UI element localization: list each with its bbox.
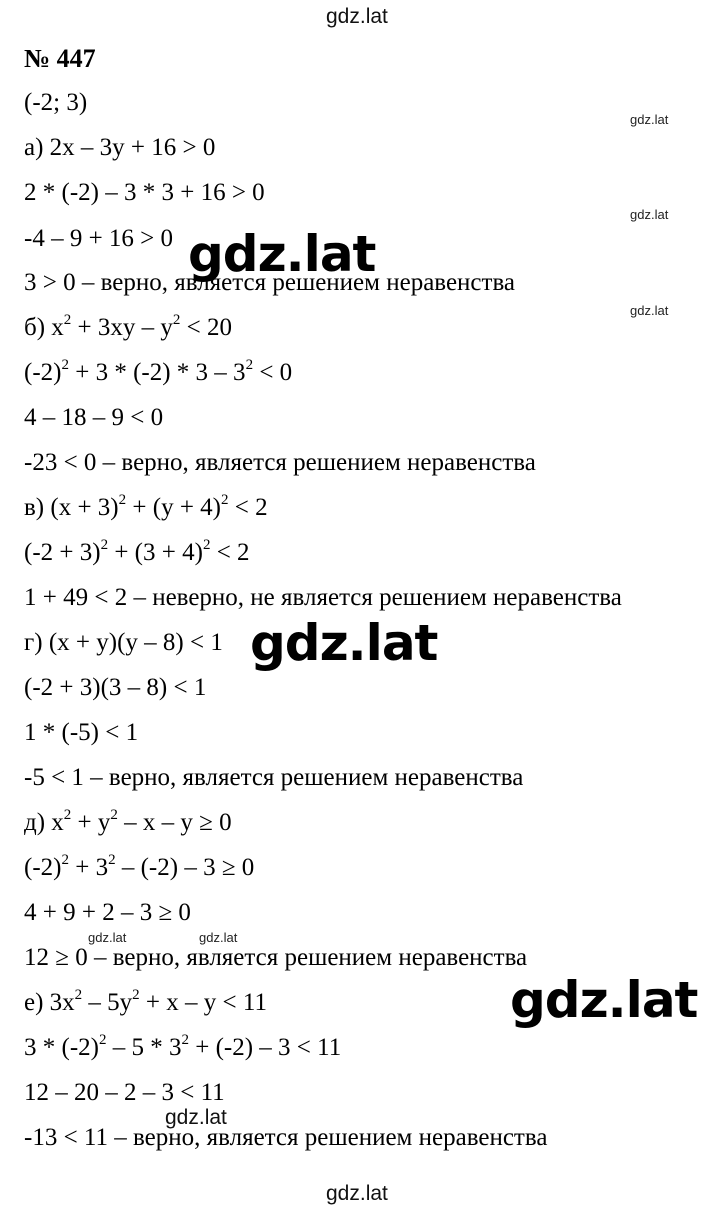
footer-watermark: gdz.lat [326,1182,388,1205]
watermark-mid: gdz.lat [165,1106,227,1129]
watermark-small-4: gdz.lat [88,930,127,945]
part-g-simplification: 1 * (-5) < 1 [24,719,139,746]
part-g-substitution: (-2 + 3)(3 – 8) < 1 [24,674,207,701]
part-a-inequality: а) 2x – 3y + 16 > 0 [24,134,216,161]
part-v-inequality: в) $(x + 3)^2 + (y + 4)^2 < 2$ [24,491,268,521]
part-d-simplification: 4 + 9 + 2 – 3 ≥ 0 [24,899,191,926]
part-a-simplification: -4 – 9 + 16 > 0 [24,225,174,252]
part-d-inequality: д) $x^2 + y^2 - x - y \ge 0$ [24,806,232,836]
watermark-big-3: gdz.lat [510,971,698,1029]
header-watermark: gdz.lat [326,5,388,28]
part-a-conclusion: 3 > 0 – верно, является решением неравенства [24,269,516,296]
part-d-conclusion: 12 ≥ 0 – верно, является решением неравенства [24,944,528,971]
part-b-simplification: 4 – 18 – 9 < 0 [24,404,164,431]
watermark-small-3: gdz.lat [630,303,669,318]
part-b-substitution: $(-2)^2 + 3 * (-2) * 3 - 3^2 < 0$ [24,356,293,386]
part-a-substitution: 2 * (-2) – 3 * 3 + 16 > 0 [24,179,265,206]
part-e-conclusion: -13 < 11 – верно, является решением неравенства [24,1124,548,1151]
part-v-conclusion: 1 + 49 < 2 – неверно, не является решением неравенства [24,584,622,611]
watermark-small-2: gdz.lat [630,207,669,222]
part-e-substitution: $3 * (-2)^2 - 5 * 3^2 + (-2) - 3 < 11$ [24,1031,342,1061]
part-g-inequality: г) (x + y)(y – 8) < 1 [24,629,223,656]
watermark-big-1: gdz.lat [188,225,376,283]
task-number: № 447 [24,44,96,73]
watermark-small-1: gdz.lat [630,112,669,127]
watermark-small-5: gdz.lat [199,930,238,945]
part-b-conclusion: -23 < 0 – верно, является решением неравенства [24,449,536,476]
part-e-inequality: е) $3x^2 - 5y^2 + x - y < 11$ [24,986,267,1016]
part-v-substitution: $(-2 + 3)^2 + (3 + 4)^2 < 2$ [24,536,250,566]
part-d-substitution: $(-2)^2 + 3^2 - (-2) - 3 \ge 0$ [24,851,255,881]
part-e-simplification: 12 – 20 – 2 – 3 < 11 [24,1079,225,1106]
point-coordinates: (-2; 3) [24,89,88,116]
watermark-big-2: gdz.lat [250,614,438,672]
part-g-conclusion: -5 < 1 – верно, является решением неравенства [24,764,524,791]
part-b-inequality: б) $x^2 + 3xy - y^2 < 20$ [24,311,233,341]
